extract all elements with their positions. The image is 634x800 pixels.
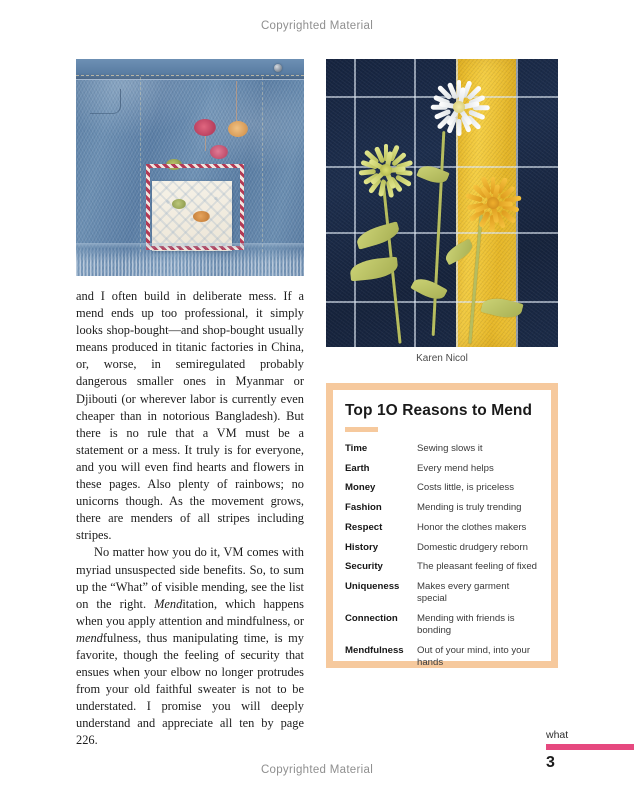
denim-pocket [90, 89, 121, 114]
reason-desc: Mending with friends is bonding [417, 612, 515, 637]
reason-desc: Costs little, is priceless [417, 482, 515, 494]
reason-term: Fashion [345, 502, 382, 514]
bloom-lime [348, 137, 424, 203]
body-paragraph-2: No matter how you do it, VM comes with myriad unsuspected side benefits. So, to sum up the “What” of visible mending, see the list on the right. Menditation, which happens when you apply attention and mindfulness, or mendfulness, thus manipulating time, is my favorite, though the feeling of security that ensues when your elbow no longer protrudes from your old faithful sweater is not to be understated. I promise you will deeply understand and appreciate all ten by page 226. [76, 545, 304, 748]
running-head-top: Copyrighted Material [260, 20, 374, 32]
body-text-column [76, 288, 304, 750]
bloom-lime-center [380, 164, 392, 176]
reason-term: Money [345, 482, 376, 494]
embroidered-accent-gold [193, 211, 210, 222]
reason-term: Uniqueness [345, 580, 400, 592]
figure-embroidered-chrysanthemums [326, 59, 558, 347]
list-item [345, 482, 541, 494]
reasons-list [333, 443, 551, 669]
reason-term: Mendfulness [345, 644, 404, 656]
reason-term: Earth [345, 462, 370, 474]
figure-caption-karen-nicol: Karen Nicol [416, 353, 468, 364]
reason-desc: Out of your mind, into your hands [417, 644, 531, 668]
reason-desc: Honor the clothes makers [417, 521, 527, 533]
reason-desc: The pleasant feeling of fixed [417, 561, 538, 573]
bloom-gold-center [487, 197, 499, 209]
denim-topstitch [76, 75, 304, 76]
list-item [345, 502, 541, 514]
list-item [345, 581, 541, 605]
list-item [345, 542, 541, 554]
figure-denim-skirt [76, 59, 304, 276]
reason-term: Security [345, 561, 383, 573]
embroidery-thread-1 [236, 81, 237, 123]
sidebar-title: Top 1O Reasons to Mend [345, 402, 533, 419]
embroidered-accent-sage [172, 199, 186, 209]
reason-term: Respect [345, 521, 383, 533]
embroidered-flower-rose [210, 145, 228, 159]
reason-desc: Makes every garment special [417, 580, 510, 605]
list-item [345, 522, 541, 534]
bloom-white [418, 71, 500, 143]
list-item [345, 561, 541, 573]
denim-seam-right [262, 77, 263, 252]
list-item [345, 443, 541, 455]
reason-term: Connection [345, 612, 398, 624]
denim-waistband [76, 59, 304, 80]
patch-stitched-frame [146, 164, 244, 250]
section-tab-label: what [546, 729, 569, 741]
bloom-gold [450, 171, 536, 235]
list-item [345, 613, 541, 637]
page-number: 3 [546, 754, 555, 771]
bloom-white-center [453, 101, 465, 113]
reason-term: Time [345, 443, 368, 454]
list-item [345, 463, 541, 475]
list-item [345, 645, 541, 669]
reason-desc: Every mend helps [417, 462, 494, 474]
denim-button-icon [274, 64, 282, 72]
section-tab-rule [546, 744, 634, 750]
reason-desc: Domestic drudgery reborn [417, 541, 528, 553]
body-paragraph-1: and I often build in deliberate mess. If a mend ends up too professional, it simply looks shop-bought—and shop-bought usually means produced in titanic factories in China, or, worse, in semiregulated probably dangerous smaller ones in Myanmar or Djibouti (or wherever labor is currently even cheaper than in notorious Bangladesh). But there is no rule that a VM must be a statement or a mess. It truly is for everyone, and you will even find hearts and flowers in these pages. Also plenty of rainbows; no unicorns though. As the movement grows, there are menders of all stripes including stripes. [76, 289, 304, 543]
denim-seam-left [140, 77, 141, 252]
denim-frayed-hem [76, 246, 304, 276]
reason-term: History [345, 541, 379, 553]
reason-desc: Sewing slows it [417, 443, 483, 454]
running-head-bottom: Copyrighted Material [260, 764, 374, 776]
top-reasons-sidebar [326, 383, 558, 668]
sidebar-title-accent-rule [345, 427, 378, 432]
reason-desc: Mending is truly trending [417, 502, 522, 514]
embroidered-flower-peach [228, 121, 248, 137]
embroidered-flower-pink [194, 119, 216, 136]
